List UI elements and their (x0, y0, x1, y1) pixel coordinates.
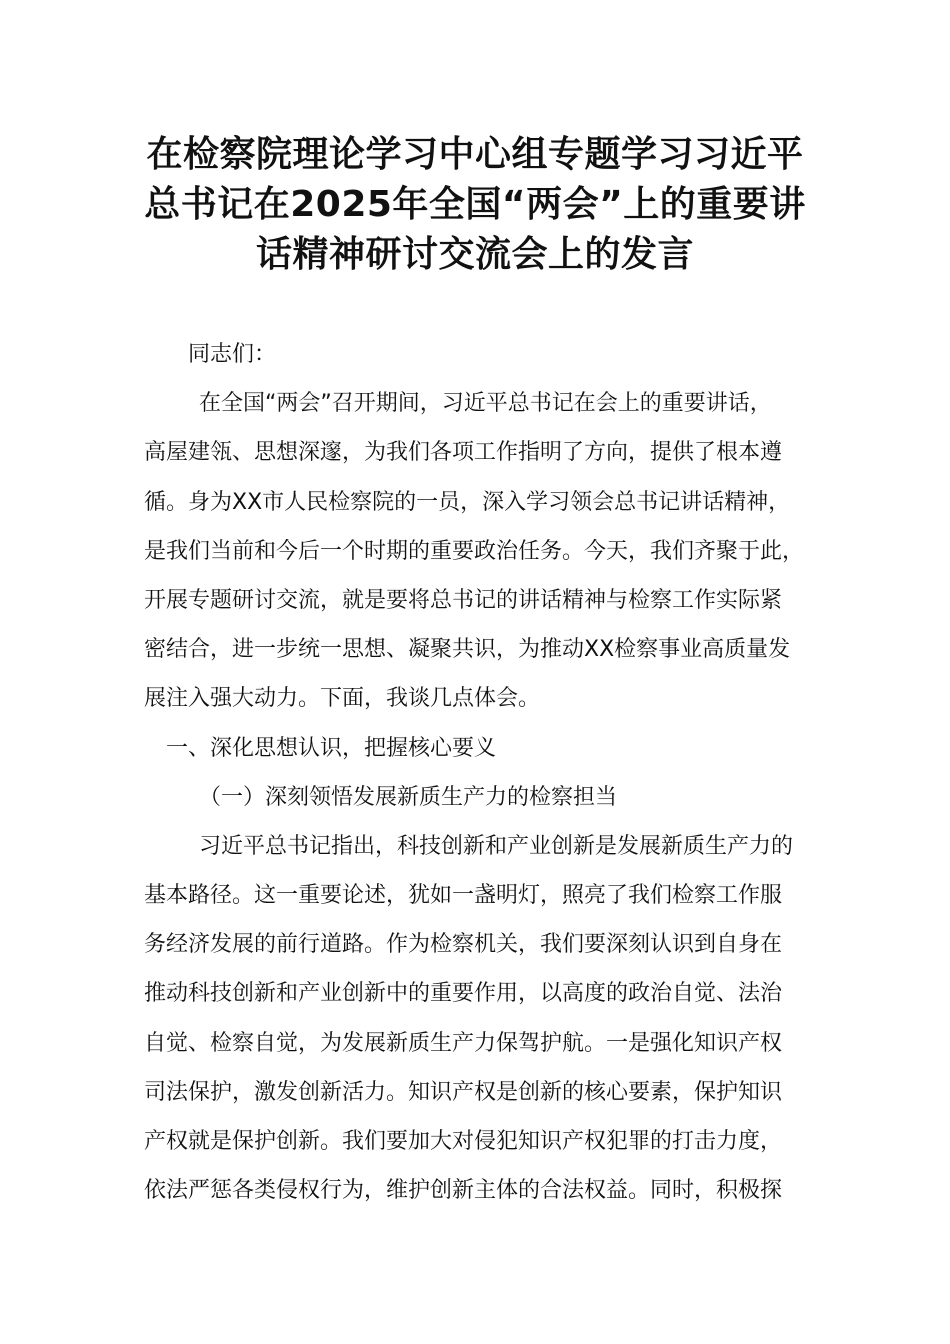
text-line: 自觉、检察自觉，为发展新质生产力保驾护航。一是强化知识产权 (144, 1030, 783, 1056)
text-line: 高屋建瓴、思想深邃，为我们各项工作指明了方向，提供了根本遵 (144, 440, 783, 466)
text-line: 推动科技创新和产业创新中的重要作用，以高度的政治自觉、法治 (144, 981, 783, 1007)
title-line: 话精神研讨交流会上的发言 (255, 234, 694, 275)
text-line: 习近平总书记指出，科技创新和产业创新是发展新质生产力的 (199, 833, 794, 859)
text-line: 是我们当前和今后一个时期的重要政治任务。今天，我们齐聚于此， (144, 538, 805, 564)
document-body (144, 330, 824, 1215)
text-line: 务经济发展的前行道路。作为检察机关，我们要深刻认识到自身在 (144, 932, 783, 958)
text-line: 在全国“两会”召开期间，习近平总书记在会上的重要讲话， (199, 391, 772, 417)
title-line: 总书记在2025年全国“两会”上的重要讲 (144, 184, 806, 225)
section-heading-1 (144, 724, 824, 773)
text-line: 展注入强大动力。下面，我谈几点体会。 (144, 686, 541, 712)
text-line: 循。身为XX市人民检察院的一员，深入学习领会总书记讲话精神， (144, 489, 791, 515)
heading-text: （一）深刻领悟发展新质生产力的检察担当 (199, 784, 618, 810)
text-line: 密结合，进一步统一思想、凝聚共识，为推动XX检察事业高质量发 (144, 637, 791, 663)
text-line: 司法保护，激发创新活力。知识产权是创新的核心要素，保护知识 (144, 1079, 783, 1105)
text-line: 开展专题研讨交流，就是要将总书记的讲话精神与检察工作实际紧 (144, 587, 783, 613)
text-line: 产权就是保护创新。我们要加大对侵犯知识产权犯罪的打击力度， (144, 1129, 783, 1154)
document-title (120, 130, 830, 280)
section-paragraph (144, 822, 824, 1216)
text-line: 依法严惩各类侵权行为，维护创新主体的合法权益。同时，积极探 (144, 1178, 783, 1204)
title-line: 在检察院理论学习中心组专题学习习近平 (146, 134, 804, 175)
section-heading-2 (144, 773, 824, 822)
text-line: 基本路径。这一重要论述，犹如一盏明灯，照亮了我们检察工作服 (144, 883, 783, 909)
heading-text: 一、深化思想认识，把握核心要义 (166, 735, 497, 761)
greeting-paragraph (144, 330, 824, 379)
greeting: 同志们： (188, 342, 277, 367)
intro-paragraph (144, 379, 824, 723)
